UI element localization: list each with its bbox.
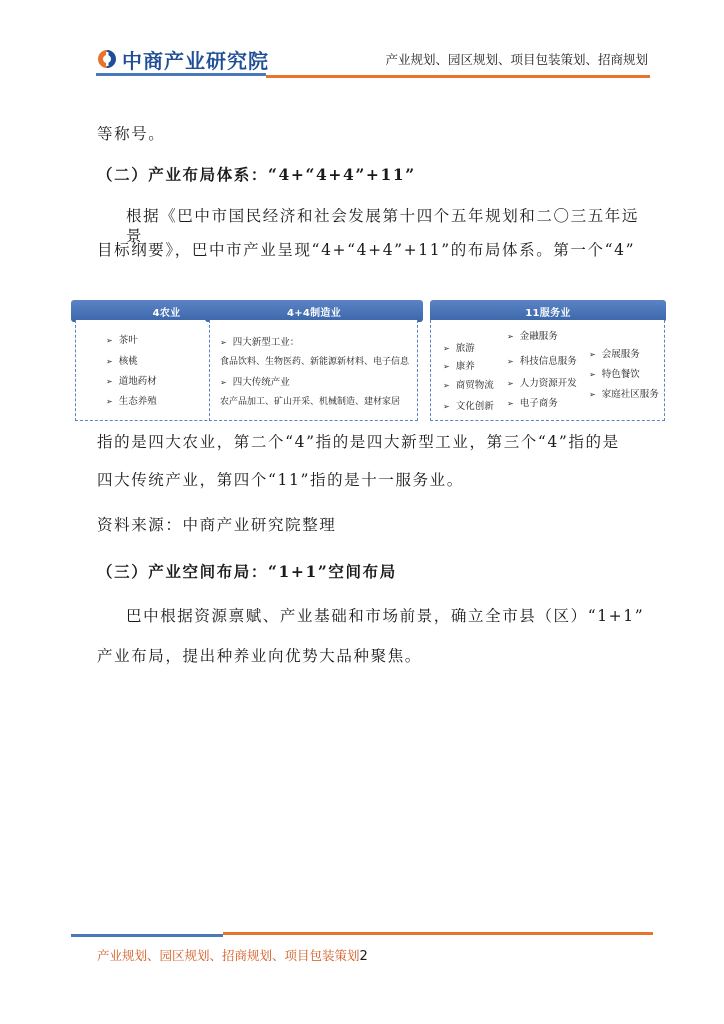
list-item: ➢ 人力资源开发: [507, 378, 577, 389]
list-item: ➢ 茶叶: [106, 335, 138, 346]
header-rule-orange: [266, 75, 650, 78]
arrow-bullet-icon: ➢: [106, 397, 113, 406]
arrow-bullet-icon: ➢: [589, 390, 596, 399]
list-item: ➢ 特色餐饮: [589, 369, 640, 380]
header-rule-blue: [96, 73, 266, 76]
list-item: ➢ 商贸物流: [443, 380, 494, 391]
list-item: ➢ 生态养殖: [106, 396, 157, 407]
paragraph-line: 四大传统产业，第四个“11”指的是十一服务业。: [97, 471, 464, 489]
source-note: 资料来源：中商产业研究院整理: [97, 516, 337, 534]
paragraph-line: 巴中根据资源禀赋、产业基础和市场前景，确立全市县（区）“1+1”: [126, 607, 645, 625]
arrow-bullet-icon: ➢: [589, 350, 596, 359]
footer-services: 产业规划、园区规划、招商规划、项目包装策划: [97, 948, 360, 963]
paragraph-line: 产业布局，提出种养业向优势大品种聚焦。: [97, 647, 422, 665]
list-item: ➢ 核桃: [106, 356, 138, 367]
list-item: ➢ 家庭社区服务: [589, 389, 659, 400]
company-logo: [96, 42, 269, 76]
paragraph-line: 指的是四大农业，第二个“4”指的是四大新型工业，第三个“4”指的是: [97, 433, 620, 451]
text-line: 等称号。: [97, 125, 166, 143]
list-item: ➢ 科技信息服务: [507, 356, 577, 367]
arrow-bullet-icon: ➢: [220, 378, 227, 387]
list-item-detail: 农产品加工、矿山开采、机械制造、建材家居: [220, 397, 401, 407]
column-title: 11服务业: [430, 300, 666, 322]
footer-rule-blue: [71, 934, 223, 937]
list-item-detail: 食品饮料、生物医药、新能源新材料、电子信息: [220, 357, 410, 367]
arrow-bullet-icon: ➢: [443, 362, 450, 371]
list-item: ➢ 道地药材: [106, 376, 157, 387]
list-item: ➢ 文化创新: [443, 401, 494, 412]
arrow-bullet-icon: ➢: [106, 357, 113, 366]
arrow-bullet-icon: ➢: [507, 357, 514, 366]
logo-text: 中商产业研究院: [122, 48, 269, 73]
paragraph-line: 根据《巴中市国民经济和社会发展第十四个五年规划和二〇三五年远景: [126, 207, 640, 245]
list-item: ➢ 四大传统产业: [220, 377, 290, 388]
list-item: ➢ 康养: [443, 361, 475, 372]
paragraph-line: 目标纲要》，巴中市产业呈现“4+“4+4”+11”的布局体系。第一个“4”: [97, 241, 636, 259]
column-box: [430, 320, 665, 421]
list-item: ➢ 会展服务: [589, 349, 640, 360]
arrow-bullet-icon: ➢: [589, 370, 596, 379]
section-heading-3: （三）产业空间布局：“1+1”空间布局: [97, 562, 397, 581]
arrow-bullet-icon: ➢: [507, 379, 514, 388]
list-item: ➢ 金融服务: [507, 331, 558, 342]
arrow-bullet-icon: ➢: [220, 338, 227, 347]
footer-rule-orange: [223, 932, 653, 935]
column-box: [209, 320, 418, 421]
list-item: ➢ 电子商务: [507, 398, 558, 409]
section-heading-2: （二）产业布局体系：“4+“4+4”+11”: [97, 165, 416, 184]
header-services: 产业规划、园区规划、项目包装策划、招商规划: [385, 52, 648, 67]
column-title: 4+4制造业: [205, 300, 423, 322]
arrow-bullet-icon: ➢: [443, 381, 450, 390]
logo-mark-icon: [96, 48, 118, 70]
figure-column-manufacturing: [205, 300, 423, 407]
list-item: ➢ 旅游: [443, 343, 475, 354]
column-title: 4农业: [71, 300, 262, 322]
arrow-bullet-icon: ➢: [443, 402, 450, 411]
arrow-bullet-icon: ➢: [106, 336, 113, 345]
arrow-bullet-icon: ➢: [507, 399, 514, 408]
arrow-bullet-icon: ➢: [106, 377, 113, 386]
list-item: ➢ 四大新型工业：: [220, 337, 300, 348]
arrow-bullet-icon: ➢: [443, 344, 450, 353]
footer: [97, 946, 368, 964]
arrow-bullet-icon: ➢: [507, 332, 514, 341]
page-number: 2: [359, 949, 368, 964]
figure-column-services: [430, 300, 666, 412]
